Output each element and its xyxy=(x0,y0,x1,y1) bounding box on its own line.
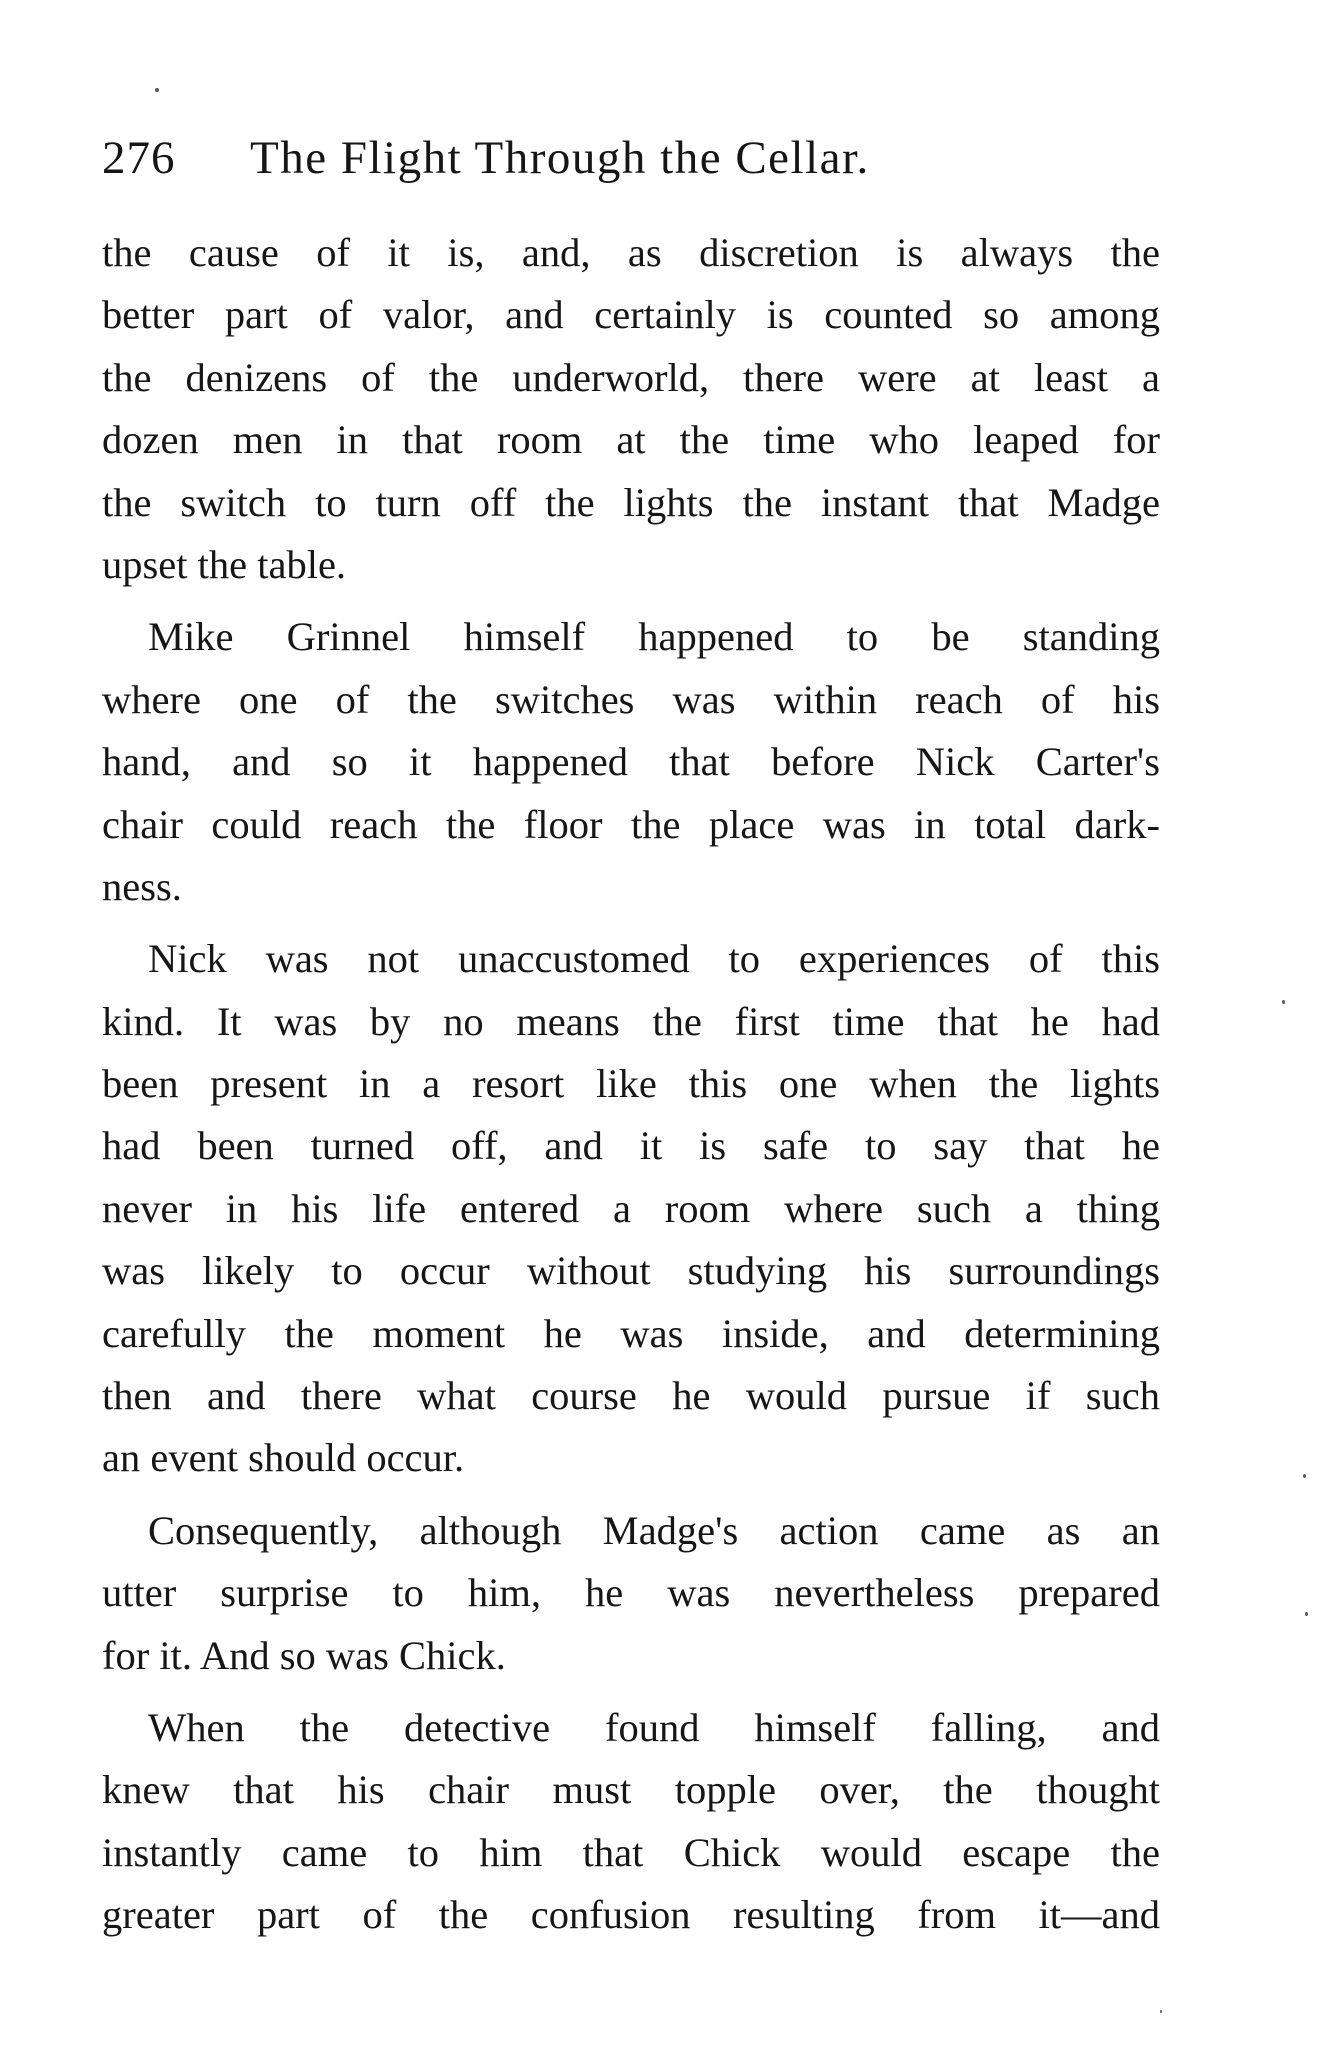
text-line: carefully the moment he was inside, and determining xyxy=(102,1310,1160,1356)
text-line: Mike Grinnel himself happened to be standing xyxy=(148,614,1160,660)
text-line: the switch to turn off the lights the instant that Madge xyxy=(102,479,1160,525)
text-line: never in his life entered a room where such a thing xyxy=(102,1185,1160,1231)
paragraph xyxy=(102,1697,1160,1947)
running-head xyxy=(102,128,1162,188)
scan-speck xyxy=(1160,2010,1162,2013)
paragraph xyxy=(102,222,1160,596)
text-line: was likely to occur without studying his surroundings xyxy=(102,1248,1160,1294)
text-line: ness. xyxy=(102,863,182,909)
text-line: Consequently, although Madge's action came as an xyxy=(148,1507,1160,1553)
text-line: chair could reach the floor the place was in total dark- xyxy=(102,801,1160,847)
text-line: then and there what course he would pursue if such xyxy=(102,1373,1160,1419)
running-title: The Flight Through the Cellar. xyxy=(250,132,870,184)
text-line: better part of valor, and certainly is counted so among xyxy=(102,292,1160,338)
text-line: hand, and so it happened that before Nick Carter's xyxy=(102,739,1160,785)
scan-speck xyxy=(1303,1474,1306,1478)
text-line: been present in a resort like this one when the lights xyxy=(102,1061,1160,1107)
text-line: utter surprise to him, he was nevertheless prepared xyxy=(102,1570,1160,1616)
scan-speck xyxy=(1282,1000,1285,1004)
text-line: When the detective found himself falling, and xyxy=(148,1704,1160,1750)
text-line: the cause of it is, and, as discretion is always the xyxy=(102,230,1160,275)
scan-speck xyxy=(155,88,159,92)
paragraph xyxy=(102,1500,1160,1687)
text-line: had been turned off, and it is safe to say that he xyxy=(102,1123,1160,1169)
scan-speck xyxy=(1305,1612,1308,1616)
paragraph xyxy=(102,606,1160,918)
text-line: Nick was not unaccustomed to experiences of this xyxy=(148,936,1160,982)
text-line: for it. And so was Chick. xyxy=(102,1632,506,1678)
body-text xyxy=(102,222,1160,1947)
text-line: upset the table. xyxy=(102,541,347,587)
text-line: an event should occur. xyxy=(102,1435,465,1481)
text-line: kind. It was by no means the first time that he had xyxy=(102,998,1160,1044)
text-line: instantly came to him that Chick would escape the xyxy=(102,1829,1160,1875)
text-line: greater part of the confusion resulting from it—and xyxy=(102,1892,1160,1938)
page-number: 276 xyxy=(102,132,176,184)
text-line: where one of the switches was within reach of his xyxy=(102,676,1160,722)
paragraph xyxy=(102,928,1160,1490)
text-line: dozen men in that room at the time who leaped for xyxy=(102,417,1160,463)
text-line: knew that his chair must topple over, the thought xyxy=(102,1767,1160,1813)
text-line: the denizens of the underworld, there were at least a xyxy=(102,354,1160,400)
